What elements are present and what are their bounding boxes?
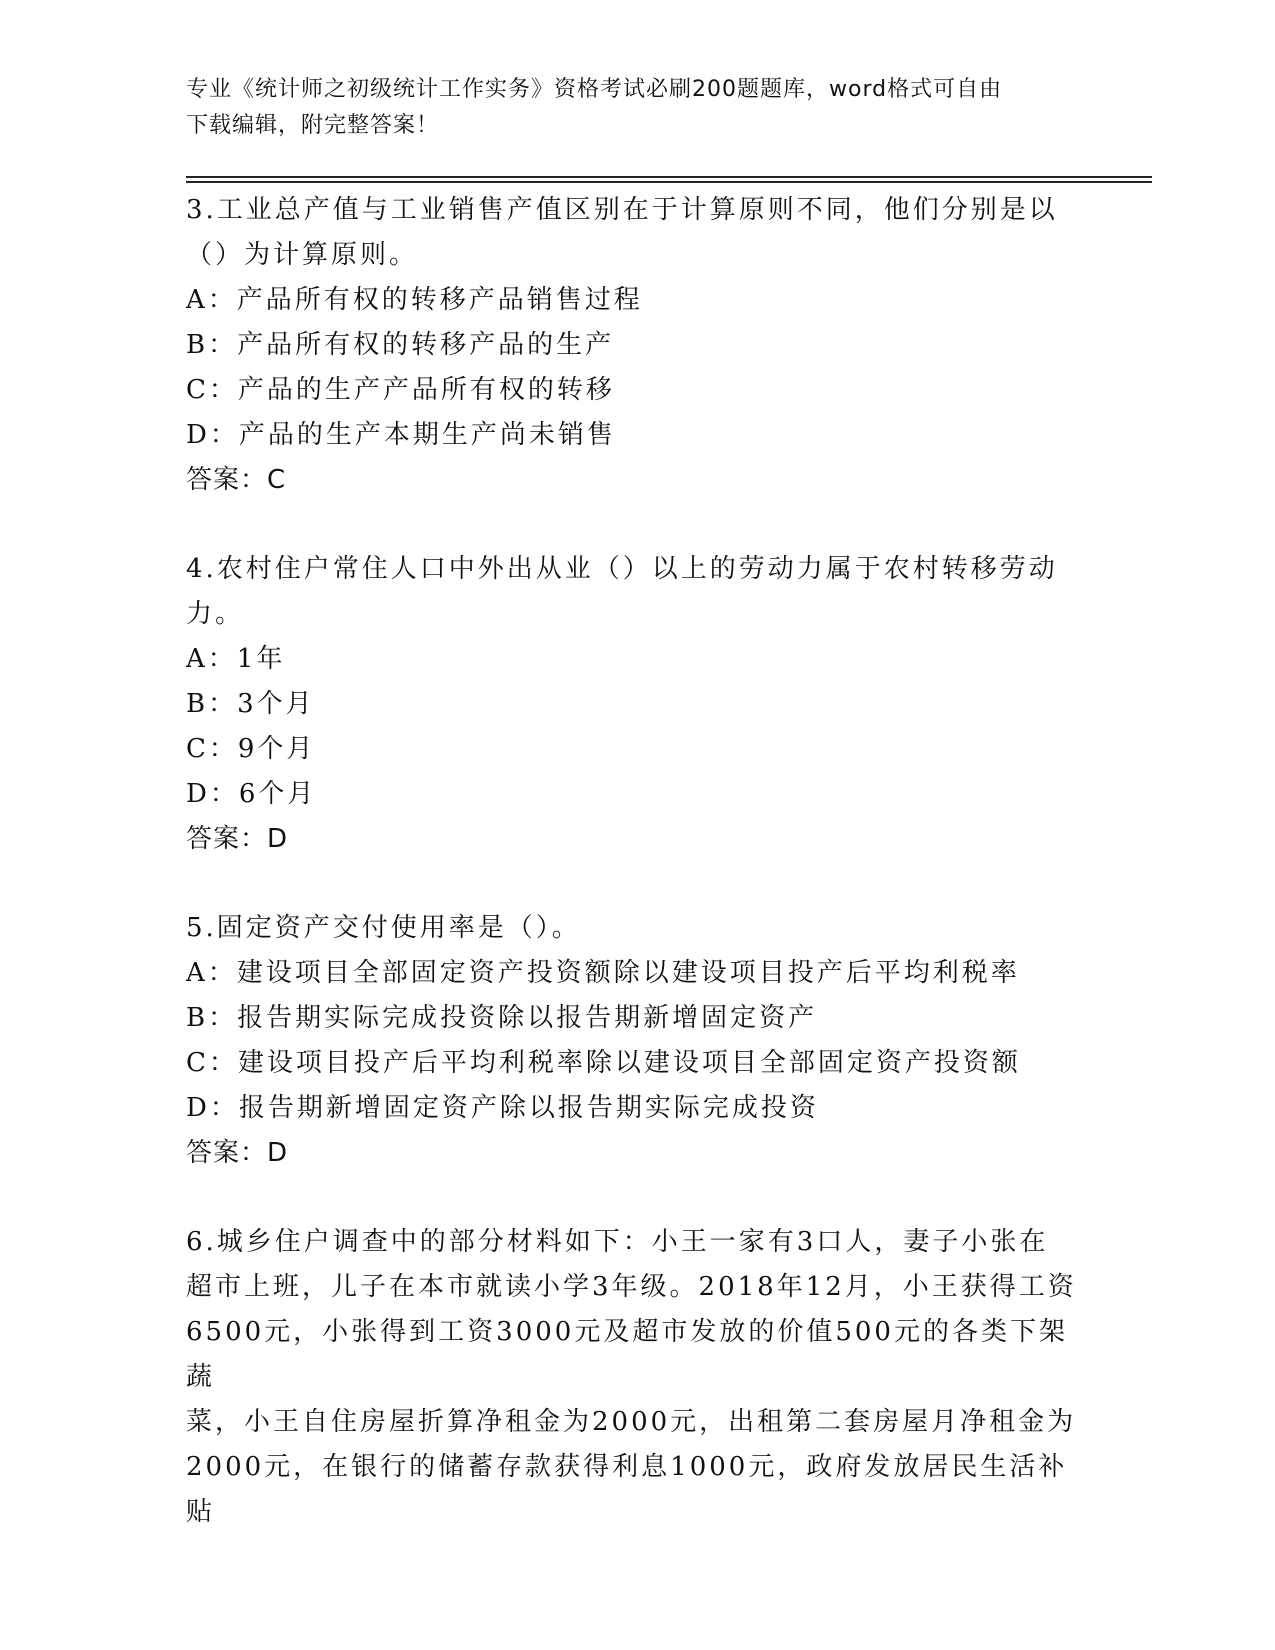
question-stem-line: 6.城乡住户调查中的部分材料如下：小王一家有3口人，妻子小张在 — [186, 1227, 1049, 1257]
question-stem-line: 3.工业总产值与工业销售产值区别在于计算原则不同，他们分别是以 — [186, 195, 1058, 225]
option-c: C：产品的生产产品所有权的转移 — [186, 375, 615, 405]
answer: 答案：D — [186, 1138, 289, 1168]
option-c: C：建设项目投产后平均利税率除以建设项目全部固定资产投资额 — [186, 1048, 1021, 1078]
question-3 — [186, 188, 1086, 503]
header-divider-bottom — [186, 181, 1152, 183]
question-list — [186, 188, 1086, 1579]
question-stem-line: 4.农村住户常住人口中外出从业（）以上的劳动力属于农村转移劳动 — [186, 554, 1058, 584]
question-stem-line: （）为计算原则。 — [186, 240, 419, 270]
header-line-2: 下载编辑，附完整答案！ — [186, 113, 440, 138]
option-a: A：建设项目全部固定资产投资额除以建设项目投产后平均利税率 — [186, 958, 1020, 988]
question-stem-line: 2000元，在银行的储蓄存款获得利息1000元，政府发放居民生活补贴 — [186, 1452, 1068, 1527]
option-b: B：3个月 — [186, 689, 315, 719]
answer: 答案：C — [186, 465, 287, 495]
option-a: A：1年 — [186, 644, 286, 674]
question-stem-line: 超市上班，儿子在本市就读小学3年级。2018年12月，小王获得工资 — [186, 1272, 1077, 1302]
option-d: D：6个月 — [186, 779, 317, 809]
option-b: B：报告期实际完成投资除以报告期新增固定资产 — [186, 1003, 818, 1033]
question-4 — [186, 547, 1086, 862]
option-c: C：9个月 — [186, 734, 316, 764]
option-a: A：产品所有权的转移产品销售过程 — [186, 285, 643, 315]
header-divider-top — [186, 176, 1152, 178]
question-stem-line: 菜，小王自住房屋折算净租金为2000元，出租第二套房屋月净租金为 — [186, 1407, 1077, 1437]
document-header — [186, 72, 1066, 144]
question-stem-line: 6500元，小张得到工资3000元及超市发放的价值500元的各类下架蔬 — [186, 1317, 1068, 1392]
question-5 — [186, 906, 1086, 1176]
answer: 答案：D — [186, 824, 289, 854]
question-6 — [186, 1220, 1086, 1535]
question-stem-line: 5.固定资产交付使用率是（）。 — [186, 913, 581, 943]
option-b: B：产品所有权的转移产品的生产 — [186, 330, 615, 360]
option-d: D：报告期新增固定资产除以报告期实际完成投资 — [186, 1093, 819, 1123]
option-d: D：产品的生产本期生产尚未销售 — [186, 420, 616, 450]
header-line-1: 专业《统计师之初级统计工作实务》资格考试必刷200题题库，word格式可自由 — [186, 77, 1003, 102]
question-stem-line: 力。 — [186, 599, 245, 629]
